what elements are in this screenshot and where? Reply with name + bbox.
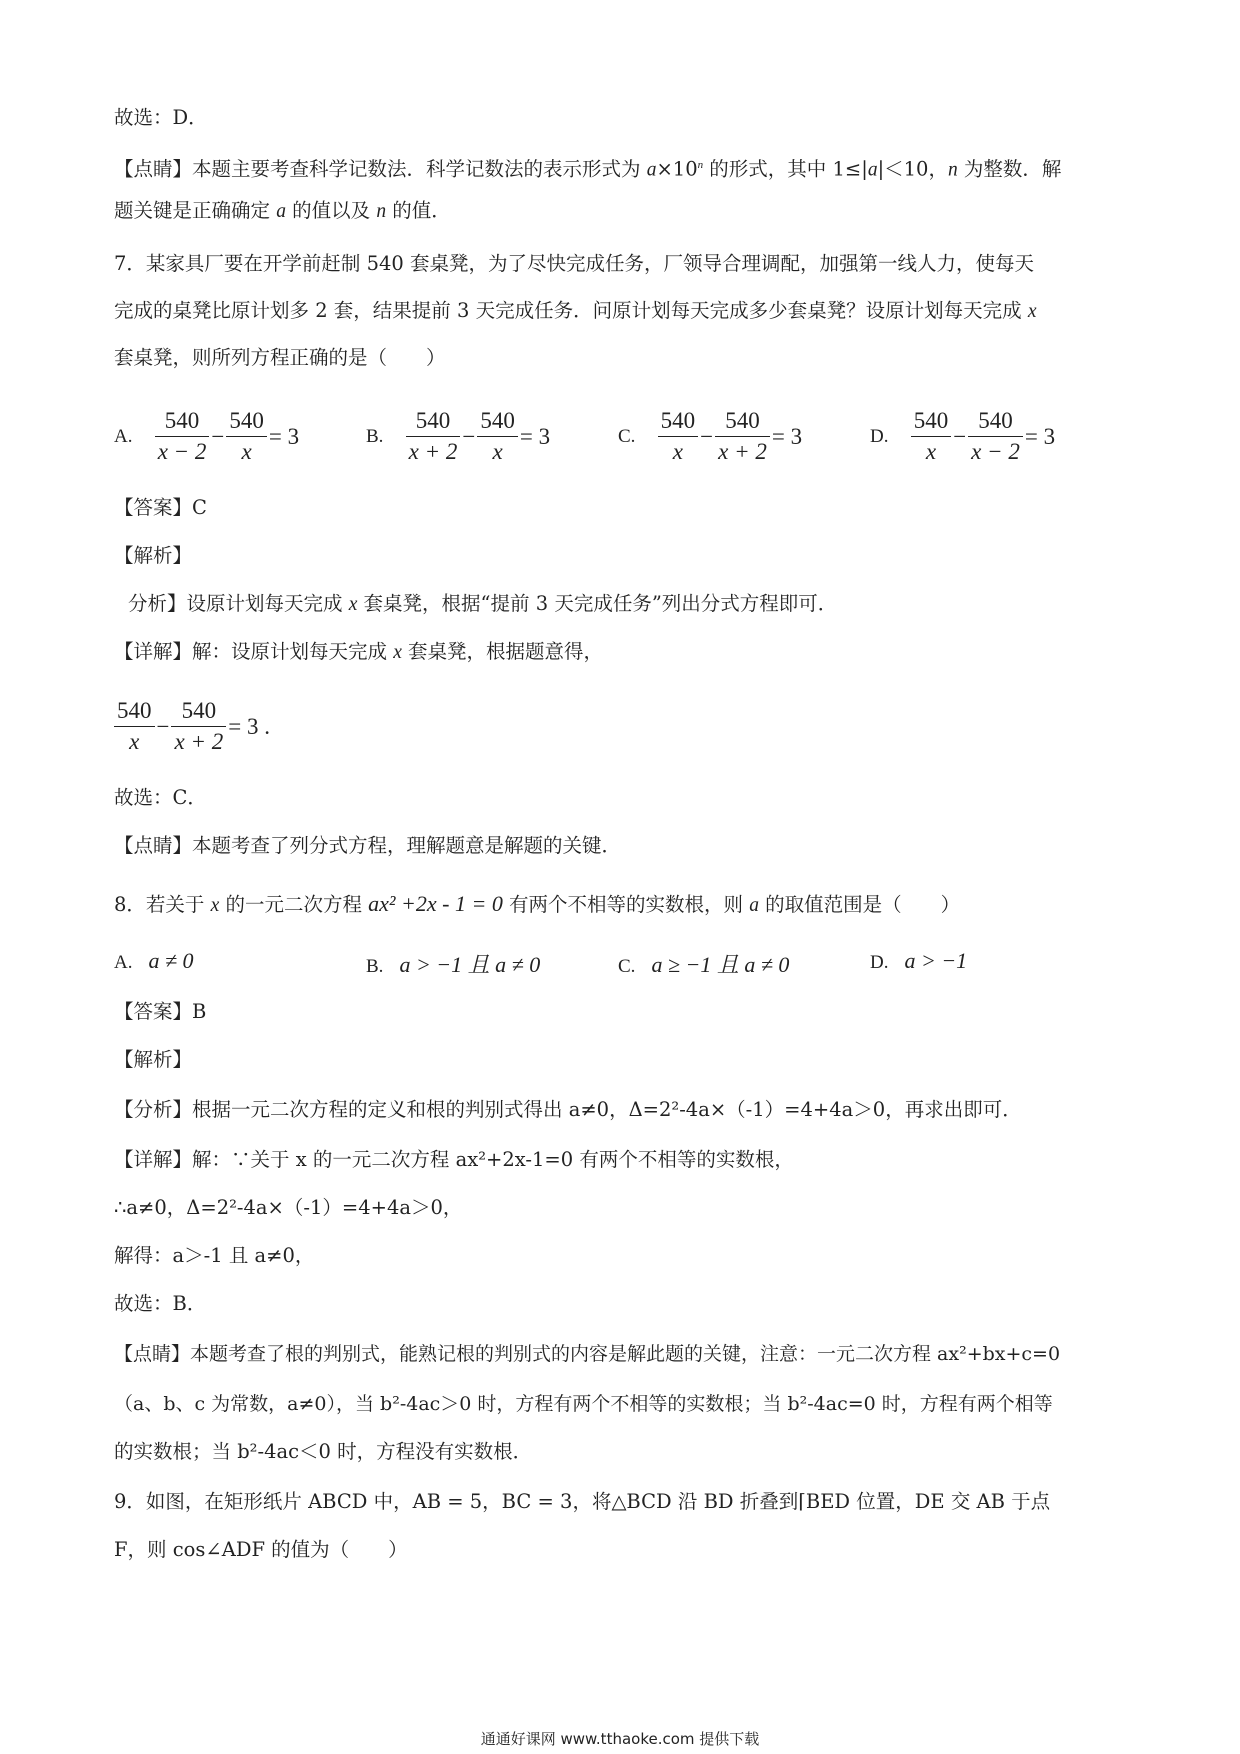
q8-option-d: D. a > −1 xyxy=(870,948,968,973)
question-7-line1: 7．某家具厂要在开学前赶制 540 套桌凳，为了尽快完成任务，厂领导合理调配，加强第一线人力，使每天 xyxy=(114,252,1035,275)
choose-8: 故选：B． xyxy=(114,1292,207,1315)
therefore-8: ∴a≠0，Δ=2²-4a×（-1）=4+4a＞0， xyxy=(114,1196,463,1219)
note-8-line2: （a、b、c 为常数，a≠0），当 b²-4ac＞0 时，方程有两个不相等的实数根；当 b²-4ac=0 时，方程有两个相等 xyxy=(114,1393,1053,1415)
detail-7: 【详解】解：设原计划每天完成 x 套桌凳，根据题意得， xyxy=(114,640,604,663)
q8-option-a: A. a ≠ 0 xyxy=(114,948,194,973)
answer-8: 【答案】B xyxy=(114,1000,207,1023)
analysis-8: 【分析】根据一元二次方程的定义和根的判别式得出 a≠0，Δ=2²-4a×（-1）=4+4a＞0，再求出即可． xyxy=(114,1098,1022,1121)
analysis-7: 分析】设原计划每天完成 x 套桌凳，根据“提前 3 天完成任务”列出分式方程即可． xyxy=(128,592,838,615)
q8-option-b: B. a > −1 且 a ≠ 0 xyxy=(366,952,541,977)
q7-option-c: C. $\frac{540}{x}$ − $\frac{540}{x + 2}$ = 3 xyxy=(618,408,803,464)
note-6-line2: 题关键是正确确定 a 的值以及 n 的值． xyxy=(114,199,451,222)
question-7-line2: 完成的桌凳比原计划多 2 套，结果提前 3 天完成任务．问原计划每天完成多少套桌凳？设原计划每天完成 x xyxy=(114,299,1037,322)
q7-option-a: A. $\frac{540}{x - 2}$ − $\frac{540}{x}$ = 3 xyxy=(114,408,300,464)
analysis-header-8: 【解析】 xyxy=(114,1048,193,1071)
solve-8: 解得：a＞-1 且 a≠0， xyxy=(114,1244,315,1267)
question-8: 8．若关于 x 的一元二次方程 ax² +2x - 1 = 0 有两个不相等的实数根，则 a 的取值范围是（ ） xyxy=(114,891,961,916)
note-8-line1: 【点睛】本题考查了根的判别式，能熟记根的判别式的内容是解此题的关键，注意：一元二次方程 ax²+bx+c=0 xyxy=(114,1343,1061,1365)
choose-7: 故选：C． xyxy=(114,786,207,809)
line-answer-6: 故选：D． xyxy=(114,106,208,129)
question-9-line2: F，则 cos∠ADF 的值为（ ） xyxy=(114,1538,408,1561)
note-7: 【点睛】本题考查了列分式方程，理解题意是解题的关键． xyxy=(114,834,622,857)
equation-7: $\frac{540}{x}$ − $\frac{540}{x + 2}$ = 3 . xyxy=(114,696,272,757)
note-8-line3: 的实数根；当 b²-4ac＜0 时，方程没有实数根． xyxy=(114,1440,533,1463)
q8-option-c: C. a ≥ −1 且 a ≠ 0 xyxy=(618,952,790,977)
corner-symbol: ⌈ xyxy=(798,1490,806,1513)
note-6-line1: 【点睛】本题主要考查科学记数法．科学记数法的表示形式为 $a\times 10^n$ 的形式，其中 1≤|a|＜10，n 为整数．解 xyxy=(114,157,1062,181)
detail-8: 【详解】解：∵关于 x 的一元二次方程 ax²+2x-1=0 有两个不相等的实数根， xyxy=(114,1148,794,1171)
q7-option-d: D. $\frac{540}{x}$ − $\frac{540}{x - 2}$ = 3 xyxy=(870,408,1056,464)
question-9-line1: 9．如图，在矩形纸片 ABCD 中，AB = 5，BC = 3，将△BCD 沿 BD 折叠到⌈BED 位置，DE 交 AB 于点 xyxy=(114,1490,1051,1513)
answer-7: 【答案】C xyxy=(114,496,207,519)
question-7-line3: 套桌凳，则所列方程正确的是（ ） xyxy=(114,346,446,369)
q7-option-b: B. $\frac{540}{x + 2}$ − $\frac{540}{x}$ = 3 xyxy=(366,408,551,464)
footer-watermark: 通通好课网 www.tthaoke.com 提供下载 xyxy=(480,1730,760,1748)
analysis-header-7: 【解析】 xyxy=(114,544,193,567)
